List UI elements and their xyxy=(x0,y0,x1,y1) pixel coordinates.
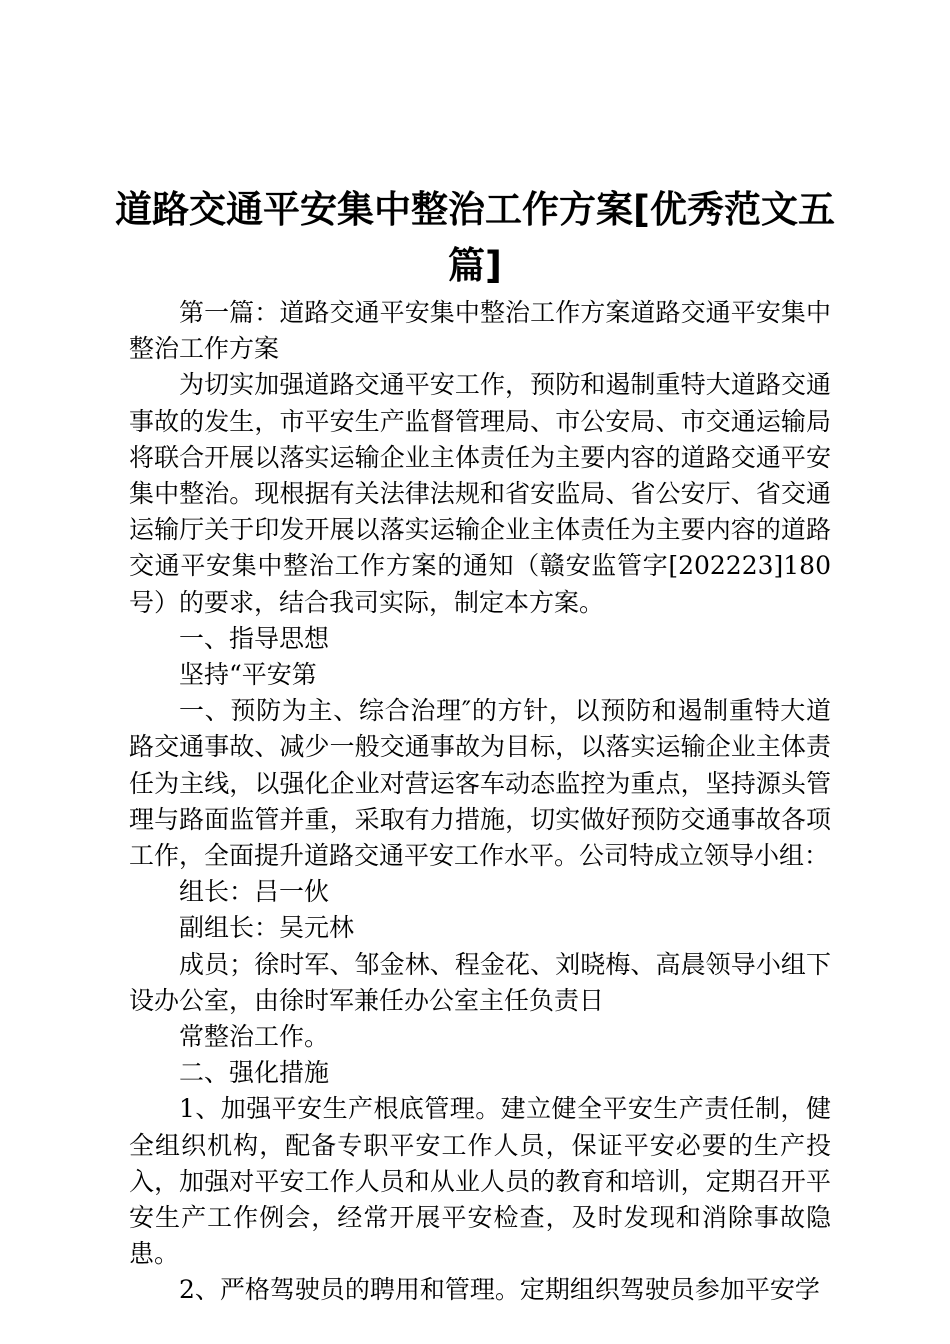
paragraph-measure-2: 2、严格驾驶员的聘用和管理。定期组织驾驶员参加平安学 xyxy=(179,1275,820,1305)
section-heading-guiding-thought: 一、指导思想 xyxy=(179,623,330,653)
paragraph-adhere: 坚持“平安第 xyxy=(179,660,317,690)
document-title: 道路交通平安集中整治工作方案[优秀范文五篇] xyxy=(115,188,835,287)
document-body xyxy=(129,295,831,1309)
section-heading-measures: 二、强化措施 xyxy=(179,1058,330,1088)
paragraph-measure-1: 1、加强平安生产根底管理。建立健全平安生产责任制，健全组织机构，配备专职平安工作人员，保证平安必要的生产投入，加强对平安工作人员和从业人员的教育和培训，定期召开平安生产工作例会，经常开展平安检查，及时发现和消除事故隐患。 xyxy=(129,1094,831,1269)
paragraph-intro: 为切实加强道路交通平安工作，预防和遏制重特大道路交通事故的发生，市平安生产监督管理局、市公安局、市交通运输局将联合开展以落实运输企业主体责任为主要内容的道路交通平安集中整治。现根据有关法律法规和省安监局、省公安厅、省交通运输厅关于印发开展以落实运输企业主体责任为主要内容的道路交通平安集中整治工作方案的通知（赣安监管字[202223]180号）的要求，结合我司实际，制定本方案。 xyxy=(129,370,831,617)
paragraph-deputy-leader: 副组长：吴元林 xyxy=(179,913,355,943)
paragraph-daily-work: 常整治工作。 xyxy=(179,1022,330,1052)
paragraph-part-one-heading: 第一篇：道路交通平安集中整治工作方案道路交通平安集中整治工作方案 xyxy=(129,298,831,364)
paragraph-policy: 一、预防为主、综合治理″的方针，以预防和遏制重特大道路交通事故、减少一般交通事故为目标，以落实运输企业主体责任为主线，以强化企业对营运客车动态监控为重点，坚持源头管理与路面监管并重，采取有力措施，切实做好预防交通事故各项工作，全面提升道路交通平安工作水平。公司特成立领导小组： xyxy=(129,696,831,871)
paragraph-group-leader: 组长：吕一伙 xyxy=(179,877,330,907)
paragraph-members: 成员；徐时军、邹金林、程金花、刘晓梅、高晨领导小组下设办公室，由徐时军兼任办公室主任负责日 xyxy=(129,949,831,1015)
